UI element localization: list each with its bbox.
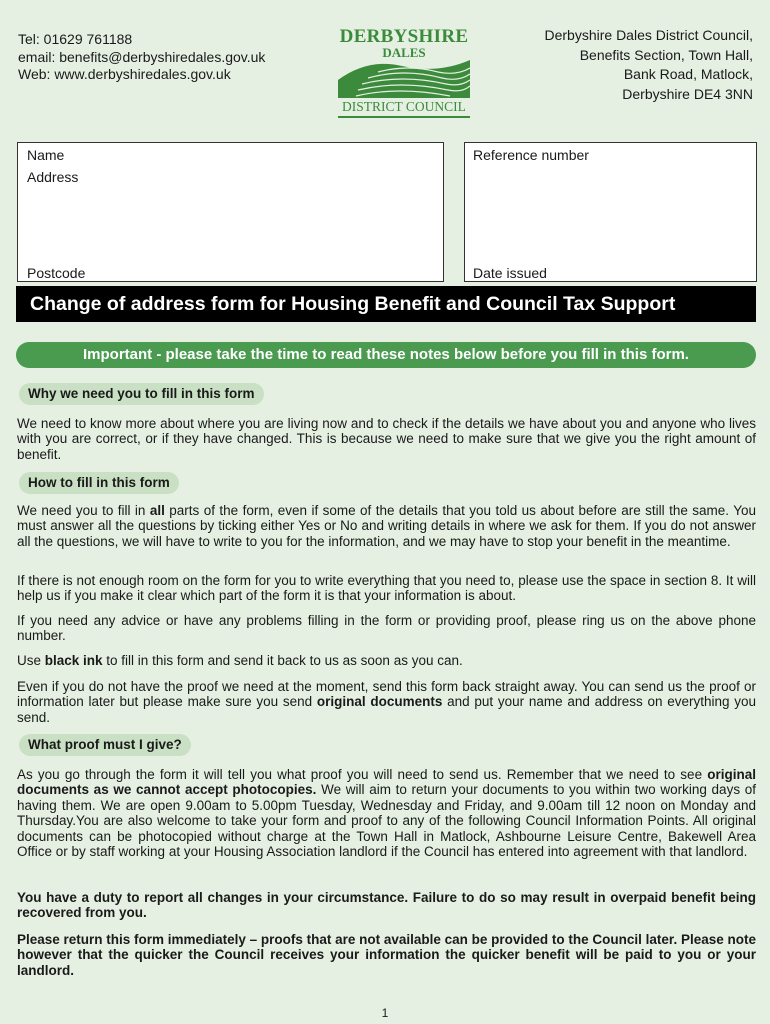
council-address (544, 26, 753, 104)
form-title: Change of address form for Housing Benefit and Council Tax Support (16, 286, 756, 322)
text-run: Use (17, 653, 45, 668)
name-address-box[interactable] (17, 142, 444, 282)
text-run-bold: all (149, 503, 165, 518)
important-banner: Important - please take the time to read these notes below before you fill in this form. (16, 342, 756, 368)
text-run: We need you to fill in (17, 503, 150, 518)
hills-icon (338, 58, 470, 98)
proof-paragraph-3: Please return this form immediately – proofs that are not available can be provided to the Council later. Please note however that the quicker the Council receives your information the quicker benefit will be paid to you or your landlord. (17, 932, 756, 978)
postcode-label: Postcode (27, 265, 86, 281)
address-line3: Bank Road, Matlock, (623, 66, 753, 82)
why-paragraph: We need to know more about where you are living now and to check if the details we have about you and anyone who lives with you are correct, or if they have changed. This is because we need to make sure that we give you the right amount of benefit. (17, 416, 756, 462)
how-paragraph-4 (17, 653, 756, 668)
text-run: parts of the form, even if some of the details that you told us about before are still the same. You must answer all the questions by ticking either Yes or No and writing details in where we ask for them. If you do not answer all the questions, we will have to write to you for the information, and we may have to stop your benefit in the meantime. (17, 503, 756, 549)
text-run: and put your name and address on everything you send. (17, 694, 757, 725)
contact-details (18, 31, 265, 84)
text-run-bold: original documents (316, 694, 443, 710)
how-paragraph-2: If there is not enough room on the form for you to write everything that you need to, please use the space in section 8. It will help us if you make it clear which part of the form it is that your information is about. (17, 573, 756, 604)
logo-line3: DISTRICT COUNCIL (338, 99, 470, 118)
contact-web: Web: www.derbyshiredales.gov.uk (18, 66, 231, 82)
contact-email: email: benefits@derbyshiredales.gov.uk (18, 48, 266, 65)
text-run: to fill in this form and send it back to us as soon as you can. (102, 653, 463, 668)
council-logo (338, 26, 470, 122)
how-paragraph-1 (17, 503, 756, 549)
proof-paragraph-2: You have a duty to report all changes in your circumstance. Failure to do so may result in overpaid benefit being recovered from you. (17, 890, 756, 921)
reference-box[interactable] (464, 142, 757, 282)
reference-label: Reference number (473, 147, 589, 163)
section-heading-how: How to fill in this form (19, 472, 179, 494)
name-label: Name (27, 147, 65, 163)
logo-line2: DALES (382, 45, 426, 60)
how-paragraph-3: If you need any advice or have any problems filling in the form or providing proof, please ring us on the above phone number. (17, 613, 756, 644)
contact-tel: Tel: 01629 761188 (18, 31, 133, 47)
section-heading-proof: What proof must I give? (19, 734, 191, 756)
logo-line1: DERBYSHIRE (339, 26, 469, 47)
address-line1: Derbyshire Dales District Council, (544, 27, 753, 43)
section-heading-why: Why we need you to fill in this form (19, 383, 264, 405)
page-number: 1 (381, 1006, 389, 1020)
address-label: Address (27, 169, 79, 185)
how-paragraph-5 (17, 679, 756, 725)
text-run-bold: black ink (44, 653, 103, 668)
text-run: We will aim to return your documents to you within two working days of having them. We are open 9.00am to 5.00pm Tuesday, Wednesday and Friday, and 9.00am till 12 noon on Monday and Thursday.You are also welcome to take your form and proof to any of the following Council Information Points. All original documents can be photocopied without charge at the Town Hall in Matlock, Ashbourne Leisure Centre, Bakewell Area Office or by staff working at your Housing Association landlord if the Council has entered into agreement with that landlord. (17, 782, 756, 860)
text-run-bold: original documents as we cannot accept photocopies. (17, 767, 756, 798)
text-run: Even if you do not have the proof we need at the moment, send this form back straight away. You can send us the proof or information later but please make sure you send (17, 679, 756, 710)
date-issued-label: Date issued (473, 265, 547, 281)
text-run: As you go through the form it will tell you what proof you will need to send us. Remember that we need to see (17, 767, 708, 782)
address-line2: Benefits Section, Town Hall, (579, 46, 753, 63)
address-line4: Derbyshire DE4 3NN (622, 85, 753, 102)
proof-paragraph-1 (17, 767, 756, 859)
